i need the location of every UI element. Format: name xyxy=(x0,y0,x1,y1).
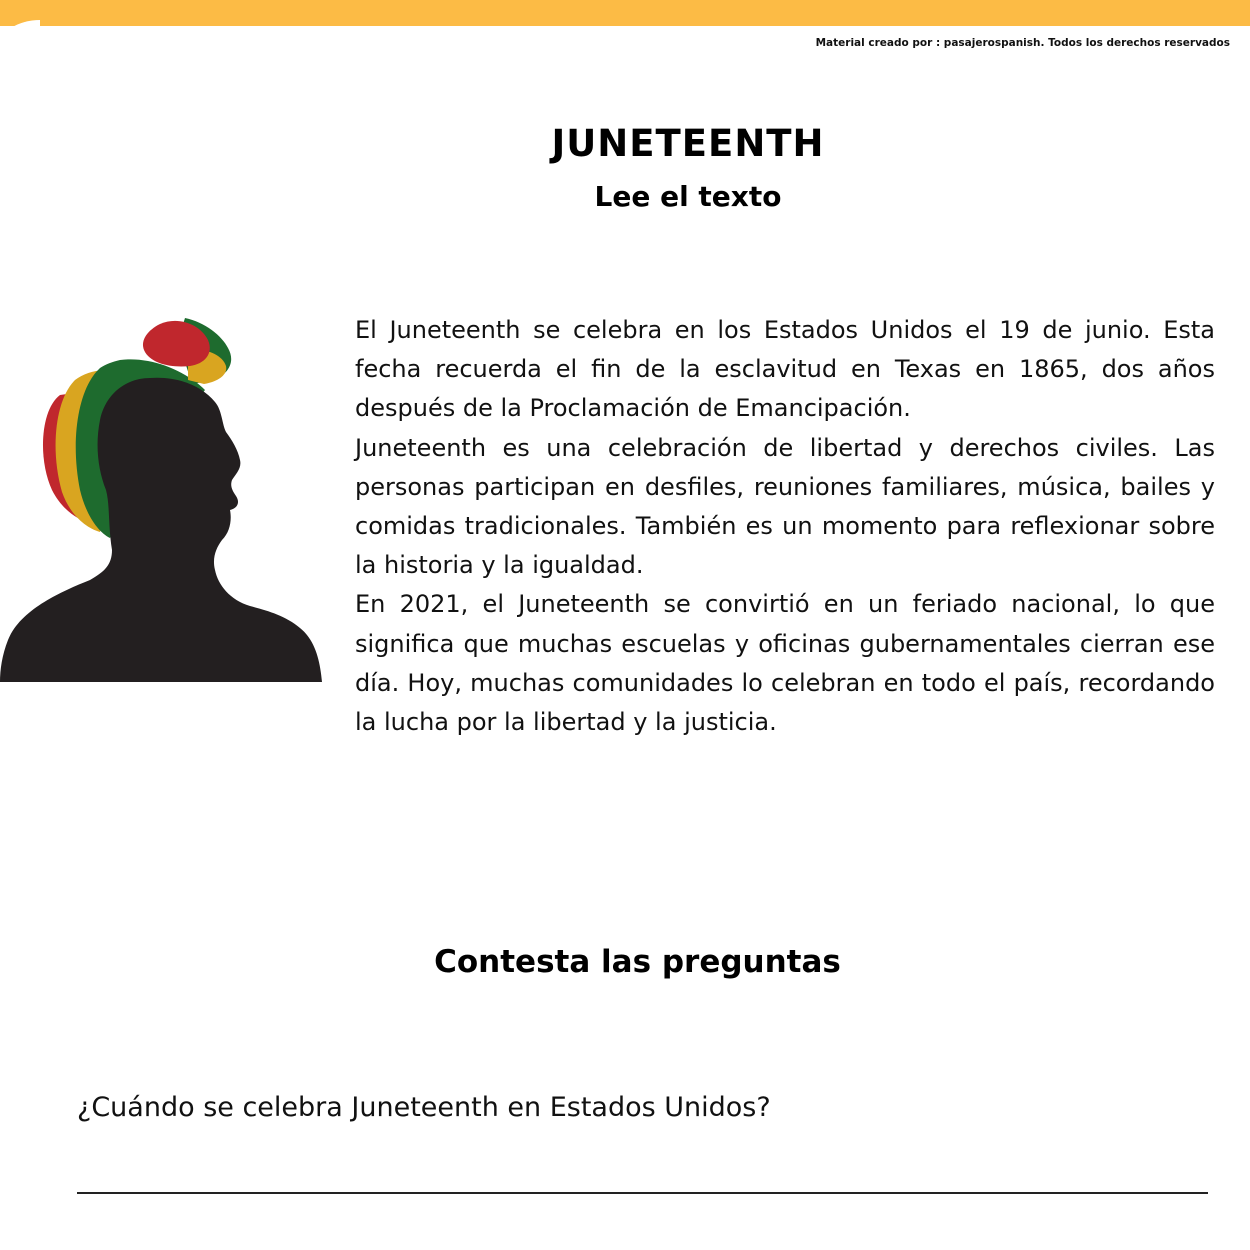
reading-paragraph: Juneteenth es una celebración de libertad y derechos civiles. Las personas participan en desfiles, reuniones familiares, música, bailes y comidas tradicionales. También es un momento para reflexionar sobre la historia y la igualdad. xyxy=(355,433,1215,580)
reading-passage xyxy=(355,311,1215,742)
reading-paragraph: El Juneteenth se celebra en los Estados Unidos el 19 de junio. Esta fecha recuerda el fin de la esclavitud en Texas en 1865, dos años después de la Proclamación de Emancipación. xyxy=(355,316,1215,423)
copyright-credit: Material creado por : pasajerospanish. Todos los derechos reservados xyxy=(815,37,1230,49)
page-subtitle: Lee el texto xyxy=(594,180,782,213)
questions-heading: Contesta las preguntas xyxy=(434,944,841,980)
answer-line xyxy=(77,1192,1208,1194)
reading-paragraph: En 2021, el Juneteenth se convirtió en un feriado nacional, lo que significa que muchas escuelas y oficinas gubernamentales cierran ese día. Hoy, muchas comunidades lo celebran en todo el país, recordando la lucha por la libertad y la justicia. xyxy=(355,590,1215,737)
woman-with-headwrap-silhouette-icon xyxy=(0,310,330,690)
page-title: JUNETEENTH xyxy=(551,122,825,165)
question-text: ¿Cuándo se celebra Juneteenth en Estados Unidos? xyxy=(77,1092,771,1123)
top-color-band xyxy=(0,0,1250,26)
